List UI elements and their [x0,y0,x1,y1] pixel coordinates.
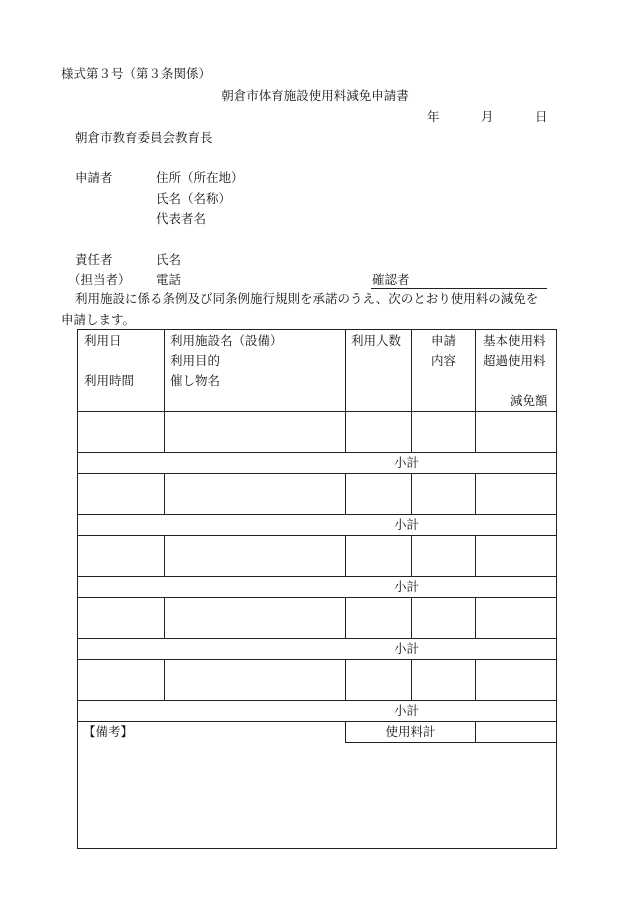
responsible-label: 責任者 [75,252,113,267]
addressee: 朝倉市教育委員会教育長 [75,130,213,145]
form-title: 朝倉市体育施設使用料減免申請書 [221,88,409,103]
header-people: 利用人数 [351,333,402,348]
confirmer-signature-line [371,288,547,289]
subtotal-label: 小計 [394,703,420,718]
statement-line-2: 申請します。 [61,312,136,327]
column-divider [475,411,476,452]
applicant-name-label: 氏名（名称） [156,191,232,206]
column-divider [164,597,165,638]
header-request-content: 内容 [430,353,456,368]
header-use-time: 利用時間 [84,373,135,388]
column-divider [164,535,165,576]
responsible-sub-label: （担当者） [68,272,131,287]
row-divider [77,638,557,639]
row-divider [77,535,557,536]
statement-line-1: 利用施設に係る条例及び同条例施行規則を承諾のうえ、次のとおり使用料の減免を [75,291,539,306]
header-purpose: 利用目的 [170,353,221,368]
column-divider [411,473,412,514]
column-divider [475,597,476,638]
table-outer-border [77,329,557,849]
row-divider [77,514,557,515]
column-divider [411,411,412,452]
responsible-name-label: 氏名 [156,252,182,267]
column-divider [345,535,346,576]
column-divider [475,473,476,514]
total-fee-label: 使用料計 [385,724,436,739]
date-day-label: 日 [535,109,548,124]
fee-reduction-table [77,329,557,849]
subtotal-label: 小計 [394,455,420,470]
confirmer-label: 確認者 [372,272,410,287]
header-facility: 利用施設名（設備） [170,333,283,348]
applicant-address-label: 住所（所在地） [156,170,244,185]
header-base-fee: 基本使用料 [483,333,546,348]
column-divider [345,597,346,638]
row-divider [77,597,557,598]
row-divider [77,700,557,701]
header-extra-fee: 超過使用料 [483,353,546,368]
column-divider [345,411,346,452]
date-year-label: 年 [427,109,440,124]
subtotal-label: 小計 [394,579,420,594]
column-divider [164,659,165,700]
form-number: 様式第３号（第３条関係） [61,66,212,81]
row-divider [345,742,557,743]
header-request: 申請 [430,333,456,348]
applicant-representative-label: 代表者名 [156,211,207,226]
column-divider [475,535,476,576]
subtotal-label: 小計 [394,641,420,656]
header-event: 催し物名 [170,373,221,388]
row-divider [77,576,557,577]
column-divider [475,659,476,700]
date-month-label: 月 [481,109,494,124]
row-divider [77,411,557,412]
row-divider [77,659,557,660]
row-divider [77,452,557,453]
responsible-phone-label: 電話 [156,272,182,287]
header-use-date: 利用日 [84,333,122,348]
column-divider [164,411,165,452]
header-reduction: 減免額 [510,393,548,408]
column-divider [411,659,412,700]
column-divider [411,597,412,638]
applicant-label: 申請者 [75,170,113,185]
column-divider [345,473,346,514]
subtotal-label: 小計 [394,517,420,532]
column-divider [411,535,412,576]
row-divider [77,721,557,722]
column-divider [345,659,346,700]
column-divider [164,473,165,514]
remarks-label: 【備考】 [83,724,134,739]
column-divider [475,721,476,742]
row-divider [77,473,557,474]
